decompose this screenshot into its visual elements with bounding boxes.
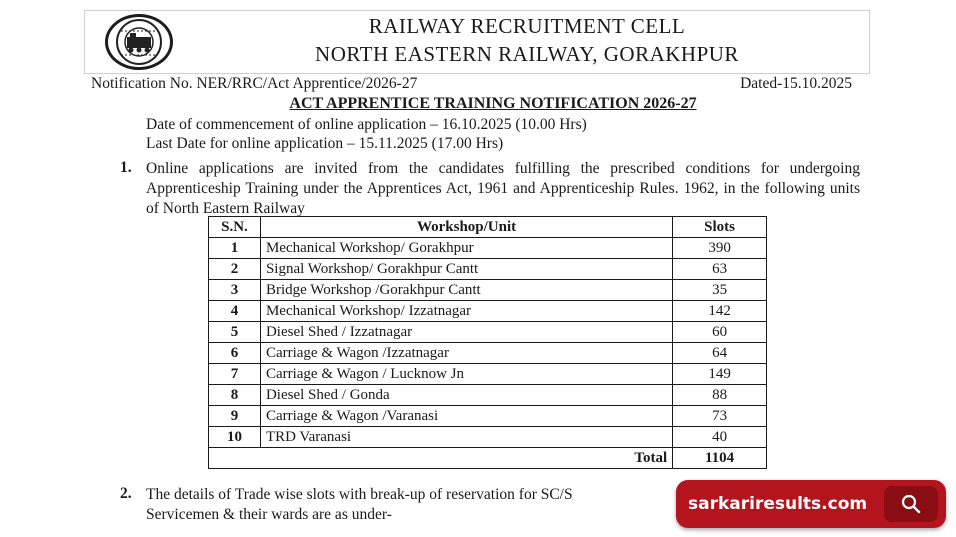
header-line-2: NORTH EASTERN RAILWAY, GORAKHPUR — [315, 42, 739, 66]
cell-sn: 10 — [209, 427, 261, 448]
table-row — [209, 322, 767, 343]
cell-sn: 8 — [209, 385, 261, 406]
paragraph-text-line-1: The details of Trade wise slots with break-up of reservation for SC/S — [146, 486, 573, 503]
table-row — [209, 385, 767, 406]
letterhead — [84, 10, 870, 74]
cell-slots: 64 — [673, 343, 767, 364]
cell-sn: 3 — [209, 280, 261, 301]
notification-number: Notification No. NER/RRC/Act Apprentice/2026-27 — [91, 75, 418, 92]
total-label: Total — [209, 448, 673, 469]
paragraph-text-line-2: Servicemen & their wards are as under- — [146, 506, 392, 523]
paragraph-number: 1. — [120, 159, 132, 176]
table-header-row — [209, 217, 767, 238]
workshop-slots-table — [208, 216, 767, 469]
cell-unit: Carriage & Wagon /Izzatnagar — [260, 343, 672, 364]
cell-slots: 390 — [673, 238, 767, 259]
notification-date: Dated-15.10.2025 — [740, 75, 852, 92]
header-slots: Slots — [673, 217, 767, 238]
header-sn: S.N. — [209, 217, 261, 238]
table-row — [209, 301, 767, 322]
cell-unit: Diesel Shed / Izzatnagar — [260, 322, 672, 343]
cell-unit: Carriage & Wagon /Varanasi — [260, 406, 672, 427]
cell-sn: 5 — [209, 322, 261, 343]
site-watermark-banner[interactable] — [676, 480, 946, 528]
cell-slots: 40 — [673, 427, 767, 448]
table-row — [209, 259, 767, 280]
cell-sn: 2 — [209, 259, 261, 280]
cell-sn: 6 — [209, 343, 261, 364]
cell-unit: Signal Workshop/ Gorakhpur Cantt — [260, 259, 672, 280]
header-unit: Workshop/Unit — [260, 217, 672, 238]
commencement-date: Date of commencement of online application – 16.10.2025 (10.00 Hrs) — [146, 116, 587, 133]
table-row — [209, 280, 767, 301]
last-date: Last Date for online application – 15.11.2025 (17.00 Hrs) — [146, 135, 504, 152]
cell-sn: 9 — [209, 406, 261, 427]
header-line-1: RAILWAY RECRUITMENT CELL — [368, 14, 686, 38]
cell-sn: 7 — [209, 364, 261, 385]
cell-unit: Carriage & Wagon / Lucknow Jn — [260, 364, 672, 385]
search-icon[interactable] — [884, 486, 938, 522]
cell-unit: Bridge Workshop /Gorakhpur Cantt — [260, 280, 672, 301]
paragraph-number: 2. — [120, 485, 132, 502]
watermark-text: sarkariresults.com — [688, 494, 868, 514]
cell-unit: Diesel Shed / Gonda — [260, 385, 672, 406]
cell-slots: 73 — [673, 406, 767, 427]
table-row — [209, 406, 767, 427]
cell-slots: 35 — [673, 280, 767, 301]
cell-unit: TRD Varanasi — [260, 427, 672, 448]
table-row — [209, 343, 767, 364]
table-row — [209, 364, 767, 385]
table-row — [209, 427, 767, 448]
cell-slots: 60 — [673, 322, 767, 343]
total-value: 1104 — [673, 448, 767, 469]
cell-unit: Mechanical Workshop/ Izzatnagar — [260, 301, 672, 322]
paragraph-text: Online applications are invited from the candidates fulfilling the prescribed conditions for undergoing Apprenticeship Training under the Apprentices Act, 1961 and Apprenticeship Rules. 1962, in the following units of North Eastern Railway — [146, 160, 860, 217]
table-total-row — [209, 448, 767, 469]
cell-sn: 4 — [209, 301, 261, 322]
table-row — [209, 238, 767, 259]
cell-slots: 88 — [673, 385, 767, 406]
cell-slots: 63 — [673, 259, 767, 280]
cell-unit: Mechanical Workshop/ Gorakhpur — [260, 238, 672, 259]
cell-sn: 1 — [209, 238, 261, 259]
notification-title: ACT APPRENTICE TRAINING NOTIFICATION 2026-27 — [289, 95, 697, 112]
cell-slots: 149 — [673, 364, 767, 385]
cell-slots: 142 — [673, 301, 767, 322]
